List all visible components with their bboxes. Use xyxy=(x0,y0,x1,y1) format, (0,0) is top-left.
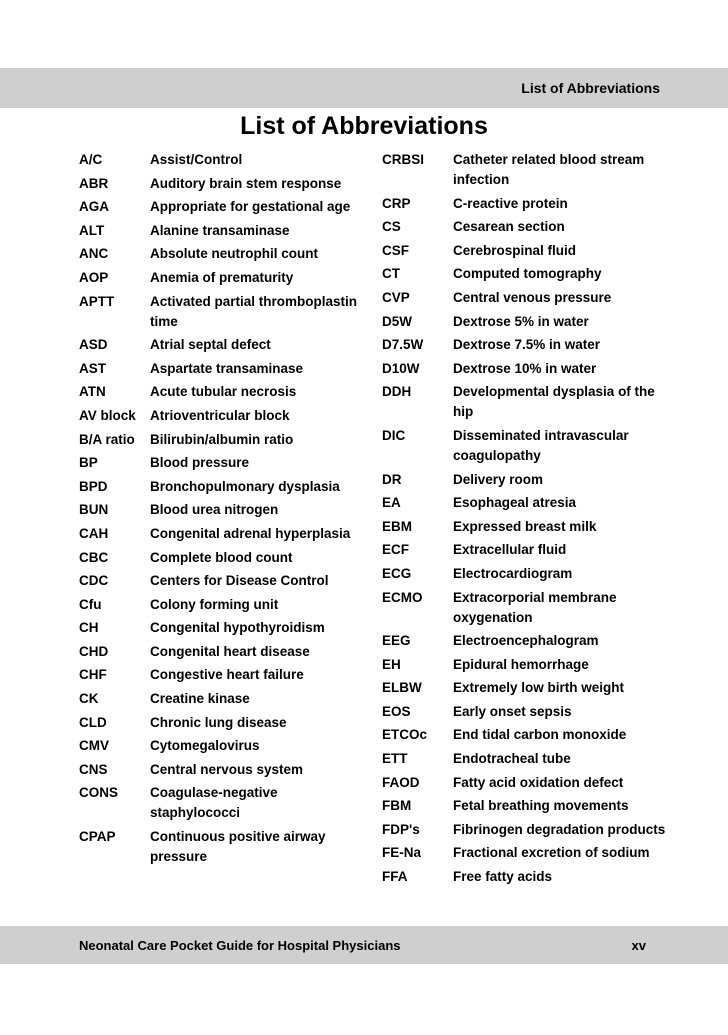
abbreviation: ELBW xyxy=(382,680,422,696)
abbreviation-entry xyxy=(79,736,369,756)
abbreviation: CNS xyxy=(79,761,108,777)
abbreviation-definition: Electrocardiogram xyxy=(453,565,573,581)
abbreviation-entry xyxy=(79,827,369,867)
abbreviation-entry xyxy=(79,642,369,662)
abbreviation: Cfu xyxy=(79,596,102,612)
abbreviation: CVP xyxy=(382,289,410,305)
abbreviation-definition: Absolute neutrophil count xyxy=(150,246,318,262)
abbreviation-entry xyxy=(79,689,369,709)
abbreviation-definition: Aspartate transaminase xyxy=(150,360,304,376)
abbreviation: CRBSI xyxy=(382,152,425,167)
abbreviation-entry xyxy=(382,335,672,355)
abbreviation-definition: Creatine kinase xyxy=(150,691,250,707)
abbreviation-definition: Congestive heart failure xyxy=(150,667,304,683)
abbreviation: EA xyxy=(382,495,401,511)
abbreviation: D10W xyxy=(382,360,420,376)
page-title: List of Abbreviations xyxy=(240,112,488,140)
abbreviation: ATN xyxy=(79,384,106,400)
abbreviation: FAOD xyxy=(382,774,420,790)
abbreviation-entry xyxy=(382,470,672,490)
abbreviation-entry xyxy=(382,517,672,537)
abbreviation: FFA xyxy=(382,869,408,885)
abbreviation-definition: Dextrose 7.5% in water xyxy=(453,337,601,353)
abbreviation-entry xyxy=(382,540,672,560)
abbreviation: EBM xyxy=(382,518,412,534)
abbreviation: CONS xyxy=(79,785,119,801)
abbreviation-definition: Activated partial thromboplastin time xyxy=(150,293,358,329)
abbreviation-definition: Fractional excretion of sodium xyxy=(453,845,650,861)
abbreviation-definition: Colony forming unit xyxy=(150,596,279,612)
abbreviation: CHD xyxy=(79,643,109,659)
abbreviation: FBM xyxy=(382,798,412,814)
abbreviation: ETCOc xyxy=(382,727,428,743)
abbreviation-definition: Blood urea nitrogen xyxy=(150,502,279,518)
abbreviation-definition: Fatty acid oxidation defect xyxy=(453,774,624,790)
abbreviation-entry xyxy=(79,150,369,170)
abbreviation-entry xyxy=(382,749,672,769)
abbreviation-entry xyxy=(382,588,672,628)
abbreviation-entry xyxy=(382,564,672,584)
abbreviation-entry xyxy=(79,500,369,520)
abbreviation-entry xyxy=(79,453,369,473)
abbreviation-definition: Congenital hypothyroidism xyxy=(150,620,325,636)
abbreviation: AOP xyxy=(79,269,109,285)
abbreviation: FDP's xyxy=(382,821,420,837)
abbreviation-definition: Extracorporial membrane oxygenation xyxy=(453,589,617,625)
abbreviation-entry xyxy=(79,665,369,685)
header-bar xyxy=(0,68,728,108)
abbreviation-definition: Cytomegalovirus xyxy=(150,738,260,754)
abbreviation: BPD xyxy=(79,478,108,494)
abbreviation: BUN xyxy=(79,502,109,518)
abbreviation-entry xyxy=(79,268,369,288)
abbreviation-entry xyxy=(382,725,672,745)
abbreviation: CRP xyxy=(382,195,411,211)
abbreviation: D5W xyxy=(382,313,412,329)
abbreviation-definition: Epidural hemorrhage xyxy=(453,656,589,672)
abbreviation: A/C xyxy=(79,152,103,167)
abbreviation-entry xyxy=(79,197,369,217)
abbreviation: CDC xyxy=(79,573,109,589)
abbreviation-definition: Auditory brain stem response xyxy=(150,175,342,191)
abbreviation-entry xyxy=(79,292,369,332)
abbreviation-entry xyxy=(79,713,369,733)
abbreviation: AGA xyxy=(79,199,109,215)
page-number: xv xyxy=(631,938,646,953)
abbreviation-definition: Early onset sepsis xyxy=(453,703,572,719)
abbreviation: CBC xyxy=(79,549,109,565)
abbreviation: CLD xyxy=(79,714,107,730)
abbreviation-definition: Fetal breathing movements xyxy=(453,798,629,814)
abbreviation: CK xyxy=(79,691,99,707)
abbreviation: APTT xyxy=(79,293,115,309)
abbreviation-definition: Extracellular fluid xyxy=(453,542,567,558)
abbreviation-definition: Cerebrospinal fluid xyxy=(453,242,577,258)
abbreviation-entry xyxy=(382,655,672,675)
abbreviation-definition: Expressed breast milk xyxy=(453,518,597,534)
abbreviation: DIC xyxy=(382,427,406,443)
abbreviation-entry xyxy=(382,796,672,816)
abbreviation-definition: Extremely low birth weight xyxy=(453,680,625,696)
abbreviation: ETT xyxy=(382,751,408,767)
abbreviation: EH xyxy=(382,656,401,672)
abbreviation-definition: Cesarean section xyxy=(453,219,565,235)
abbreviation-definition: Atrial septal defect xyxy=(150,337,271,353)
abbreviation-definition: C-reactive protein xyxy=(453,195,568,211)
abbreviation-entry xyxy=(79,760,369,780)
abbreviation-entry xyxy=(382,426,672,466)
abbreviation: ANC xyxy=(79,246,109,262)
abbreviation: ALT xyxy=(79,222,105,238)
abbreviation-entry xyxy=(382,217,672,237)
abbreviation-definition: Esophageal atresia xyxy=(453,495,577,511)
abbreviation: EOS xyxy=(382,703,411,719)
abbreviation-entry xyxy=(79,359,369,379)
abbreviation-entry xyxy=(382,288,672,308)
abbreviation-entry xyxy=(79,477,369,497)
abbreviation-definition: Endotracheal tube xyxy=(453,751,571,767)
abbreviation: CPAP xyxy=(79,829,116,845)
abbreviation-definition: Centers for Disease Control xyxy=(150,573,329,589)
abbreviation-entry xyxy=(382,702,672,722)
abbreviation-definition: Delivery room xyxy=(453,471,544,487)
abbreviation-definition: Computed tomography xyxy=(453,266,602,282)
abbreviation-entry xyxy=(79,430,369,450)
abbreviation: CT xyxy=(382,266,400,282)
abbreviation-entry xyxy=(79,406,369,426)
abbreviation-entry xyxy=(382,773,672,793)
abbreviation-entry xyxy=(79,548,369,568)
abbreviation-definition: Fibrinogen degradation products xyxy=(453,821,666,837)
abbreviation-definition: Congenital heart disease xyxy=(150,643,310,659)
abbreviation-entry xyxy=(382,150,672,190)
abbreviation-definition: Central venous pressure xyxy=(453,289,612,305)
abbreviation-definition: Central nervous system xyxy=(150,761,304,777)
abbreviation-entry xyxy=(382,820,672,840)
abbreviation: ASD xyxy=(79,337,108,353)
abbreviation-entry xyxy=(79,618,369,638)
abbreviation-entry xyxy=(79,524,369,544)
abbreviation: CMV xyxy=(79,738,109,754)
abbreviation: BP xyxy=(79,455,98,471)
abbreviation-entry xyxy=(382,843,672,863)
abbreviation: CH xyxy=(79,620,99,636)
abbreviation-entry xyxy=(79,783,369,823)
abbreviation-entry xyxy=(382,382,672,422)
abbreviation-entry xyxy=(382,359,672,379)
abbreviation-definition: Appropriate for gestational age xyxy=(150,199,351,215)
abbreviation-entry xyxy=(382,631,672,651)
abbreviation-definition: Bronchopulmonary dysplasia xyxy=(150,478,340,494)
abbreviation-entry xyxy=(382,678,672,698)
abbreviation: DR xyxy=(382,471,402,487)
abbreviation: AV block xyxy=(79,407,136,423)
abbreviation: ECMO xyxy=(382,589,423,605)
abbreviation-definition: Bilirubin/albumin ratio xyxy=(150,431,294,447)
abbreviation-entry xyxy=(382,264,672,284)
abbreviation: ECF xyxy=(382,542,409,558)
abbreviation-definition: Congenital adrenal hyperplasia xyxy=(150,525,351,541)
abbreviation-definition: Atrioventricular block xyxy=(150,407,290,423)
right-abbreviation-column xyxy=(382,150,672,891)
running-header: List of Abbreviations xyxy=(521,80,660,96)
footer-bar xyxy=(0,926,728,964)
abbreviation: CAH xyxy=(79,525,109,541)
abbreviation: CSF xyxy=(382,242,409,258)
abbreviation-entry xyxy=(79,174,369,194)
abbreviation-definition: Continuous positive airway pressure xyxy=(150,829,326,865)
abbreviation: ECG xyxy=(382,565,412,581)
abbreviation: AST xyxy=(79,360,106,376)
abbreviation-definition: Alanine transaminase xyxy=(150,222,290,238)
abbreviation-definition: Electroencephalogram xyxy=(453,633,599,649)
abbreviation: CHF xyxy=(79,667,107,683)
abbreviation-entry xyxy=(382,194,672,214)
abbreviation: ABR xyxy=(79,175,109,191)
abbreviation-definition: Dextrose 10% in water xyxy=(453,360,597,376)
left-abbreviation-column xyxy=(79,150,369,871)
abbreviation-definition: Complete blood count xyxy=(150,549,293,565)
footer-title: Neonatal Care Pocket Guide for Hospital Physicians xyxy=(79,938,401,953)
abbreviation-entry xyxy=(79,244,369,264)
abbreviation-definition: Acute tubular necrosis xyxy=(150,384,297,400)
abbreviation-definition: Catheter related blood stream infection xyxy=(453,152,645,187)
abbreviation-definition: Chronic lung disease xyxy=(150,714,287,730)
abbreviation: B/A ratio xyxy=(79,431,135,447)
abbreviation-definition: Disseminated intravascular coagulopathy xyxy=(453,427,629,463)
abbreviation: CS xyxy=(382,219,401,235)
abbreviation-entry xyxy=(382,312,672,332)
abbreviation: EEG xyxy=(382,633,411,649)
abbreviation-definition: Dextrose 5% in water xyxy=(453,313,589,329)
abbreviation-definition: Free fatty acids xyxy=(453,869,553,885)
abbreviation: DDH xyxy=(382,384,412,400)
abbreviation: D7.5W xyxy=(382,337,424,353)
abbreviation-entry xyxy=(79,382,369,402)
abbreviation: FE-Na xyxy=(382,845,422,861)
abbreviation-entry xyxy=(79,335,369,355)
abbreviation-entry xyxy=(382,493,672,513)
abbreviation-entry xyxy=(79,571,369,591)
abbreviation-definition: Coagulase-negative staphylococci xyxy=(150,785,278,821)
abbreviation-definition: Anemia of prematurity xyxy=(150,269,294,285)
abbreviation-definition: Assist/Control xyxy=(150,152,243,167)
abbreviation-definition: Blood pressure xyxy=(150,455,250,471)
abbreviation-definition: End tidal carbon monoxide xyxy=(453,727,627,743)
abbreviation-entry xyxy=(382,241,672,261)
abbreviation-entry xyxy=(382,867,672,887)
abbreviation-entry xyxy=(79,595,369,615)
abbreviation-entry xyxy=(79,221,369,241)
abbreviation-definition: Developmental dysplasia of the hip xyxy=(453,384,655,420)
